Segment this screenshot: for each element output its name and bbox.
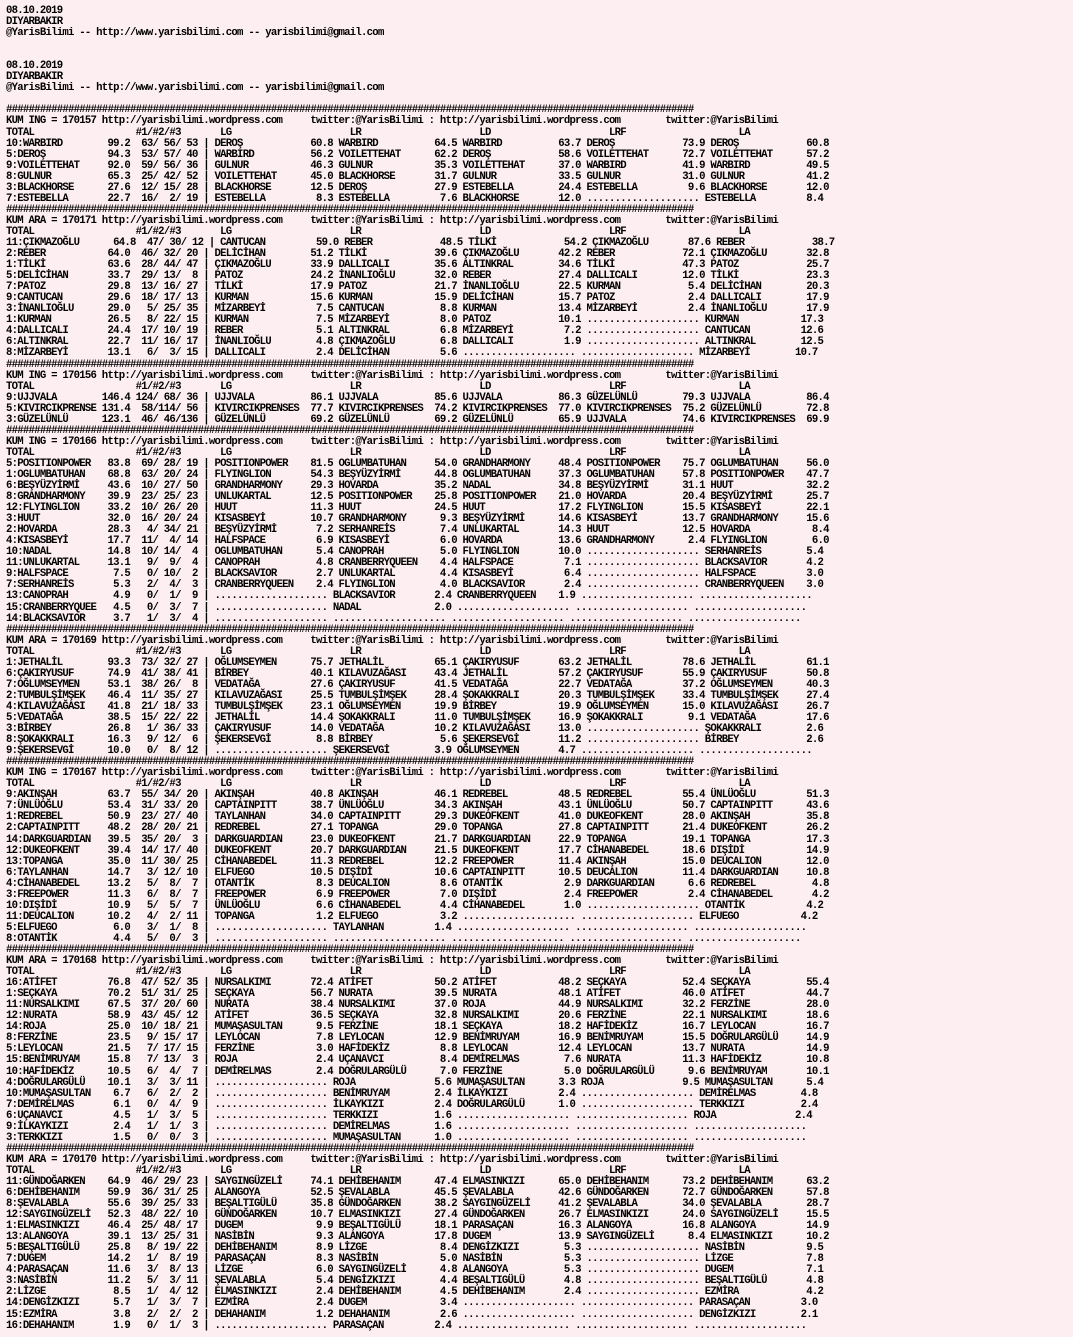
runner-row-line: 6:BEŞYÜZYİRMİ 43.6 10/ 27/ 50 | GRANDHARMONY 29.3 HOVARDA 35.2 NADAL 34.8 BEŞYÜZYİRMİ 31.1 HUUT 32.2 [6, 480, 829, 493]
runner-row-line: 6:TAYLANHAN 14.7 3/ 12/ 10 | ELFUEGO 10.5 DIŞİDİ 10.6 CAPTAINPITT 10.5 DEUCALION 11.4 DARKGUARDIAN 10.8 [6, 866, 829, 879]
runner-row-line: 5:KIVIRCIKPRENSE 131.4 58/114/ 56 | KIVIRCIKPRENSES 77.7 KIVIRCIKPRENSES 74.2 KIVIRCIKPRENSES 77.0 KIVIRCIKPRENSES 75.2 GÜZELÜNLÜ 72.8 [6, 402, 829, 415]
text-line: 08.10.2019 [6, 5, 63, 17]
runner-row-line: 10:HAFİDEKİZ 10.5 6/ 4/ 7 | DEMİRELMAS 2.4 DOĞRULARGÜLÜ 7.0 FERZİNE 5.0 DOĞRULARGÜLÜ 9.6 BENİMRUYAM 10.1 [6, 1065, 829, 1078]
runner-row-line: 12:FLYINGLION 33.2 10/ 26/ 20 | HUUT 11.3 HUUT 24.5 HUUT 17.2 FLYINGLION 15.5 KISASBEYİ 22.1 [6, 502, 829, 515]
runner-row-line: 16:DEHAHANIM 1.9 0/ 1/ 3 | .................... PARASAÇAN 2.4 .................... .................... .................... [6, 1319, 807, 1332]
runner-row-line: 5:VEDATAĞA 38.5 15/ 22/ 22 | JETHALİL 14.4 ŞOKAKKRALI 11.0 TUMBULŞİMŞEK 16.9 ŞOKAKKRALI 9.1 VEDATAĞA 17.6 [6, 712, 829, 724]
runner-row-line: 3:GÜZELÜNLÜ 123.1 46/ 46/136 | GÜZELÜNLÜ 69.2 GÜZELÜNLÜ 69.2 GÜZELÜNLÜ 65.9 UJJVALA 74.6 KIVIRCIKPRENSES 69.9 [6, 413, 829, 426]
runner-row-line: 8:GULNUR 65.3 25/ 42/ 52 | VOILETTEHAT 45.0 BLACKHORSE 31.7 GULNUR 33.5 GULNUR 31.0 GULNUR 41.2 [6, 170, 829, 183]
runner-row-line: 8:ŞOKAKKRALI 16.3 9/ 12/ 6 | ŞEKERSEVGİ 8.8 BİRBEY 5.6 ŞEKERSEVGİ 11.2 .................... BİRBEY 2.6 [6, 734, 824, 747]
runner-row-line: 3:BİRBEY 26.8 1/ 36/ 33 | ÇAKIRYUSUF 14.0 VEDATAĞA 10.2 KILAVUZAĞASI 13.0 .................... ŞOKAKKRALI 2.6 [6, 723, 824, 736]
runner-row-line: 2:REBER 64.0 46/ 32/ 20 | DELİCİHAN 51.2 TİLKİ 39.6 ÇIKMAZOĞLU 42.2 REBER 72.1 ÇIKMAZOĞLU 32.8 [6, 248, 829, 261]
runner-row-line: 5:DELİCİHAN 33.7 29/ 13/ 8 | PATOZ 24.2 İNANLIOĞLU 32.0 REBER 27.4 DALLICALI 12.0 TİLKİ 23.3 [6, 270, 829, 283]
race-header-line: KUM ARA = 170169 http://yarisbilimi.wordpress.com twitter:@YarisBilimi : http://yarisbilimi.wordpress.com twitter:@YarisBilimi [6, 634, 779, 647]
runner-row-line: 3:FREEPOWER 11.3 6/ 8/ 7 | FREEPOWER 6.9 FREEPOWER 7.0 DIŞİDİ 2.4 FREEPOWER 2.4 CİHANABEDEL 4.2 [6, 888, 829, 901]
runner-row-line: 6:ÇAKIRYUSUF 74.9 41/ 38/ 41 | BİRBEY 40.1 KILAVUZAĞASI 43.4 JETHALİL 57.2 ÇAKIRYUSUF 55.9 ÇAKIRYUSUF 50.8 [6, 667, 829, 680]
runner-row-line: 9:VOILETTEHAT 92.0 59/ 56/ 36 | GULNUR 46.3 GULNUR 35.3 VOILETTEHAT 37.0 WARBIRD 41.9 WARBIRD 49.5 [6, 159, 829, 172]
runner-row-line: 4:DOĞRULARGÜLÜ 10.1 3/ 3/ 11 | .................... ROJA 5.6 MUMAŞASULTAN 3.3 ROJA 9.5 MUMAŞASULTAN 5.4 [6, 1076, 824, 1089]
runner-row-line: 14:BLACKSAVIOR 3.7 1/ 3/ 4 | .................... .................... .................... .................... .................... [6, 612, 801, 625]
runner-row-line: 13:TOPANGA 35.0 11/ 30/ 25 | CİHANABEDEL 11.3 REDREBEL 12.2 FREEPOWER 11.4 AKINŞAH 15.0 DEUCALION 12.0 [6, 855, 829, 868]
runner-row-line: 8:OTANTİK 4.4 5/ 0/ 3 | .................... .................... .................... .................... .................... [6, 932, 801, 945]
runner-row-line: 8:ŞEVALABLA 55.6 39/ 25/ 33 | BEŞALTIGÜLÜ 35.8 GÜNDOĞARKEN 38.2 SAYGINGÜZELİ 41.2 ŞEVALABLA 34.0 ŞEVALABLA 28.7 [6, 1198, 829, 1211]
runner-row-line: 11:DEUCALION 10.2 4/ 2/ 11 | TOPANGA 1.2 ELFUEGO 3.2 .................... .................... ELFUEGO 4.2 [6, 910, 818, 923]
column-header-line: TOTAL #1/#2/#3 LG LR LD LRF LA [6, 225, 750, 238]
race-header-line: KUM ARA = 170170 http://yarisbilimi.wordpress.com twitter:@YarisBilimi : http://yarisbilimi.wordpress.com twitter:@YarisBilimi [6, 1153, 779, 1166]
separator-line: ########################################################################################################################## [6, 756, 694, 769]
runner-row-line: 1:JETHALİL 93.3 73/ 32/ 27 | OĞLUMSEYMEN 75.7 JETHALİL 65.1 ÇAKIRYUSUF 63.2 JETHALİL 78.6 JETHALİL 61.1 [6, 656, 829, 669]
runner-row-line: 14:DENGİZKIZI 5.7 1/ 3/ 7 | EZMİRA 2.4 DUGEM 3.4 .................... .................... PARASAÇAN 3.0 [6, 1297, 818, 1310]
runner-row-line: 11:ÇIKMAZOĞLU 64.8 47/ 30/ 12 | CANTUCAN 59.0 REBER 48.5 TİLKİ 54.2 ÇIKMAZOĞLU 87.6 REBER 38.7 [6, 236, 835, 249]
column-header-line: TOTAL #1/#2/#3 LG LR LD LRF LA [6, 645, 750, 658]
runner-row-line: 12:NURATA 58.9 43/ 45/ 12 | ATİFET 36.5 SEÇKAYA 32.8 NURSALKIMI 20.6 FERZİNE 22.1 NURSALKIMI 18.6 [6, 1010, 829, 1023]
runner-row-line: 11:UNLUKARTAL 13.1 9/ 9/ 4 | CANOPRAH 4.8 CRANBERRYQUEEN 4.4 HALFSPACE 7.1 .................... BLACKSAVIOR 4.2 [6, 557, 824, 570]
runner-row-line: 5:POSITIONPOWER 83.8 69/ 28/ 19 | POSITIONPOWER 81.5 OGLUMBATUHAN 54.0 GRANDHARMONY 48.4 POSITIONPOWER 75.7 OGLUMBATUHAN 56.0 [6, 457, 829, 470]
runner-row-line: 10:NADAL 14.8 10/ 14/ 4 | OGLUMBATUHAN 5.4 CANOPRAH 5.0 FLYINGLION 10.0 .................... SERHANREİS 5.4 [6, 546, 824, 559]
runner-row-line: 16:ATİFET 76.8 47/ 52/ 35 | NURSALKIMI 72.4 ATİFET 50.2 ATİFET 48.2 SEÇKAYA 52.4 SEÇKAYA 55.4 [6, 977, 829, 990]
separator-line: ########################################################################################################################## [6, 203, 694, 216]
runner-row-line: 4:DALLICALI 24.4 17/ 10/ 19 | REBER 5.1 ALTINKRAL 6.8 MİZARBEYİ 7.2 .................... CANTUCAN 12.6 [6, 325, 824, 338]
runner-row-line: 2:TUMBULŞİMŞEK 46.4 11/ 35/ 27 | KILAVUZAĞASI 25.5 TUMBULŞİMŞEK 28.4 ŞOKAKKRALI 20.3 TUMBULŞİMŞEK 33.4 TUMBULŞİMŞEK 27.4 [6, 689, 829, 702]
race-header-line: KUM ING = 170157 http://yarisbilimi.wordpress.com twitter:@YarisBilimi : http://yarisbilimi.wordpress.com twitter:@YarisBilimi [6, 115, 779, 128]
runner-row-line: 1:OGLUMBATUHAN 68.8 63/ 20/ 24 | FLYINGLION 54.3 BEŞYÜZYİRMİ 44.8 OGLUMBATUHAN 37.3 OGLUMBATUHAN 57.8 POSITIONPOWER 47.7 [6, 468, 829, 481]
runner-row-line: 9:HALFSPACE 7.5 0/ 10/ 2 | BLACKSAVIOR 2.7 UNLUKARTAL 4.4 KISASBEYİ 6.4 .................... HALFSPACE 3.0 [6, 568, 824, 581]
runner-row-line: 3:NASİBİN 11.2 5/ 3/ 11 | ŞEVALABLA 5.4 DENGİZKIZI 4.4 BEŞALTIGÜLÜ 4.8 .................... BEŞALTIGÜLÜ 4.8 [6, 1275, 824, 1288]
runner-row-line: 7:SERHANREİS 5.3 2/ 4/ 3 | CRANBERRYQUEEN 2.4 FLYINGLION 4.0 BLACKSAVIOR 2.4 .................... CRANBERRYQUEEN 3.0 [6, 579, 824, 592]
runner-row-line: 15:BENİMRUYAM 15.8 7/ 13/ 3 | ROJA 2.4 UÇANAVCI 8.4 DEMİRELMAS 7.6 NURATA 11.3 HAFİDEKİZ 10.8 [6, 1054, 829, 1067]
text-line: DIYARBAKIR [6, 16, 63, 29]
runner-row-line: 6:UÇANAVCI 4.5 1/ 3/ 5 | .................... TERKKIZI 1.6 .................... .................... ROJA 2.4 [6, 1109, 812, 1122]
runner-row-line: 13:ALANGOYA 39.1 13/ 25/ 31 | NASİBİN 9.3 ALANGOYA 17.8 DUGEM 13.9 SAYGINGÜZELİ 8.4 ELMASINKIZI 10.2 [6, 1231, 829, 1244]
runner-row-line: 1:TİLKİ 63.6 28/ 44/ 47 | ÇIKMAZOĞLU 33.9 DALLICALI 35.6 ALTINKRAL 34.6 TİLKİ 47.3 PATOZ 25.7 [6, 259, 829, 272]
runner-row-line: 4:PARASAÇAN 11.6 3/ 8/ 13 | LİZGE 6.0 SAYGINGÜZELİ 4.8 ALANGOYA 5.3 .................... DUGEM 7.1 [6, 1264, 824, 1277]
runner-row-line: 7:DEMİRELMAS 6.1 0/ 4/ 9 | .................... İLKAYKIZI 2.4 DOĞRULARGÜLÜ 1.0 .................... TERKKIZI 2.4 [6, 1098, 818, 1111]
runner-row-line: 15:CRANBERRYQUEE 4.5 0/ 3/ 7 | .................... NADAL 2.0 .................... .................... .................... [6, 601, 807, 614]
runner-row-line: 5:DEROŞ 94.3 53/ 57/ 40 | WARBIRD 56.2 VOILETTEHAT 62.2 DEROŞ 58.6 VOILETTEHAT 72.7 VOILETTEHAT 57.2 [6, 148, 829, 161]
runner-row-line: 5:LEYLOCAN 21.5 7/ 17/ 15 | FERZİNE 3.0 HAFİDEKİZ 8.8 LEYLOCAN 12.4 LEYLOCAN 13.7 NURATA 14.9 [6, 1043, 829, 1056]
text-line: @YarisBilimi -- http://www.yarisbilimi.com -- yarisbilimi@gmail.com [6, 82, 384, 95]
runner-row-line: 3:HUUT 32.0 16/ 20/ 24 | KISASBEYİ 10.7 GRANDHARMONY 9.3 BEŞYÜZYİRMİ 14.6 KISASBEYİ 13.7 GRANDHARMONY 15.6 [6, 513, 829, 526]
column-header-line: TOTAL #1/#2/#3 LG LR LD LRF LA [6, 1164, 750, 1177]
separator-line: ########################################################################################################################## [6, 1142, 694, 1155]
runner-row-line: 10:WARBIRD 99.2 63/ 56/ 53 | DEROŞ 60.8 WARBIRD 64.5 WARBIRD 63.7 DEROŞ 73.9 DEROŞ 60.8 [6, 137, 829, 150]
runner-row-line: 15:EZMİRA 3.8 2/ 2/ 2 | DEHAHANIM 1.2 DEHAHANIM 2.6 .................... .................... DENGİZKIZI 2.1 [6, 1308, 818, 1321]
runner-row-line: 13:CANOPRAH 4.9 0/ 1/ 9 | .................... BLACKSAVIOR 2.4 CRANBERRYQUEEN 1.9 .................... .................... [6, 590, 812, 603]
runner-row-line: 12:SAYGINGÜZELİ 52.3 48/ 22/ 10 | GÜNDOĞARKEN 10.7 ELMASINKIZI 27.4 GÜNDOĞARKEN 26.7 ELMASINKIZI 24.0 SAYGINGÜZELİ 15.5 [6, 1209, 829, 1222]
runner-row-line: 12:DUKEOFKENT 39.4 14/ 17/ 40 | DUKEOFKENT 20.7 DARKGUARDIAN 21.5 DUKEOFKENT 17.7 CİHANABEDEL 18.6 DIŞİDİ 14.9 [6, 844, 829, 857]
runner-row-line: 11:NURSALKIMI 67.5 37/ 20/ 60 | NURATA 38.4 NURSALKIMI 37.0 ROJA 44.9 NURSALKIMI 32.2 FERZİNE 28.0 [6, 999, 829, 1012]
runner-row-line: 9:CANTUCAN 29.6 18/ 17/ 13 | KURMAN 15.6 KURMAN 15.9 DELİCİHAN 15.7 PATOZ 2.4 DALLICALI 17.9 [6, 292, 829, 305]
runner-row-line: 7:OĞLUMSEYMEN 53.1 38/ 26/ 8 | VEDATAĞA 27.6 ÇAKIRYUSUF 41.5 VEDATAĞA 22.7 VEDATAĞA 37.2 OĞLUMSEYMEN 40.3 [6, 678, 829, 691]
runner-row-line: 8:FERZİNE 23.5 9/ 15/ 17 | LEYLOCAN 7.8 LEYLOCAN 12.9 BENİMRUYAM 16.9 BENİMRUYAM 15.5 DOĞRULARGÜLÜ 14.9 [6, 1032, 829, 1045]
runner-row-line: 6:DEHİBEHANIM 59.9 36/ 31/ 25 | ALANGOYA 52.5 ŞEVALABLA 45.5 ŞEVALABLA 42.6 GÜNDOĞARKEN 72.7 GÜNDOĞARKEN 57.8 [6, 1187, 829, 1200]
runner-row-line: 3:BLACKHORSE 27.6 12/ 15/ 28 | BLACKHORSE 12.5 DEROŞ 27.9 ESTEBELLA 24.4 ESTEBELLA 9.6 BLACKHORSE 12.0 [6, 181, 829, 194]
separator-line: ########################################################################################################################## [6, 358, 694, 371]
race-header-line: KUM ING = 170167 http://yarisbilimi.wordpress.com twitter:@YarisBilimi : http://yarisbilimi.wordpress.com twitter:@YarisBilimi [6, 767, 779, 780]
column-header-line: TOTAL #1/#2/#3 LG LR LD LRF LA [6, 778, 750, 791]
race-header-line: KUM ING = 170156 http://yarisbilimi.wordpress.com twitter:@YarisBilimi : http://yarisbilimi.wordpress.com twitter:@YarisBilimi [6, 369, 779, 382]
runner-row-line: 1:SEÇKAYA 70.2 51/ 31/ 25 | SEÇKAYA 56.7 NURATA 39.5 NURATA 48.1 ATİFET 46.0 ATİFET 44.7 [6, 988, 829, 1001]
separator-line: ########################################################################################################################## [6, 424, 694, 437]
runner-row-line: 3:İNANLIOĞLU 29.0 5/ 25/ 35 | MİZARBEYİ 7.5 CANTUCAN 8.8 KURMAN 13.4 MİZARBEYİ 2.4 İNANLIOĞLU 17.9 [6, 303, 829, 316]
separator-line: ########################################################################################################################## [6, 623, 694, 636]
runner-row-line: 9:ŞEKERSEVGİ 10.0 0/ 8/ 12 | .................... ŞEKERSEVGİ 3.9 OĞLUMSEYMEN 4.7 .................... .................... [6, 745, 812, 758]
runner-row-line: 7:PATOZ 29.8 13/ 16/ 27 | TİLKİ 17.9 PATOZ 21.7 İNANLIOĞLU 22.5 KURMAN 5.4 DELİCİHAN 20.3 [6, 281, 829, 294]
text-line: @YarisBilimi -- http://www.yarisbilimi.com -- yarisbilimi@gmail.com [6, 27, 384, 40]
column-header-line: TOTAL #1/#2/#3 LG LR LD LRF LA [6, 126, 750, 139]
runner-row-line: 2:LİZGE 8.5 1/ 4/ 12 | ELMASINKIZI 2.4 DEHİBEHANIM 4.5 DEHİBEHANIM 2.4 .................... EZMİRA 4.2 [6, 1286, 824, 1299]
column-header-line: TOTAL #1/#2/#3 LG LR LD LRF LA [6, 966, 750, 979]
runner-row-line: 11:GÜNDOĞARKEN 64.9 46/ 29/ 23 | SAYGINGÜZELİ 74.1 DEHİBEHANIM 47.4 ELMASINKIZI 65.0 DEHİBEHANIM 73.2 DEHİBEHANIM 63.2 [6, 1175, 829, 1188]
runner-row-line: 10:MUMAŞASULTAN 6.7 6/ 2/ 2 | .................... BENİMRUYAM 2.4 İLKAYKIZI 2.4 .................... DEMİRELMAS 4.8 [6, 1087, 818, 1100]
runner-row-line: 2:HOVARDA 28.3 4/ 34/ 21 | BEŞYÜZYİRMİ 7.2 SERHANREİS 7.4 UNLUKARTAL 14.3 HUUT 12.5 HOVARDA 8.4 [6, 524, 829, 537]
runner-row-line: 3:TERKKIZI 1.5 0/ 0/ 3 | .................... MUMAŞASULTAN 1.0 .................... .................... .................... [6, 1131, 807, 1144]
race-header-line: KUM ARA = 170168 http://yarisbilimi.wordpress.com twitter:@YarisBilimi : http://yarisbilimi.wordpress.com twitter:@YarisBilimi [6, 955, 779, 968]
runner-row-line: 8:MİZARBEYİ 13.1 6/ 3/ 15 | DALLICALI 2.4 DELİCİHAN 5.6 .................... .................... MİZARBEYİ 10.7 [6, 347, 818, 360]
runner-row-line: 7:DUGEM 14.2 1/ 8/ 19 | PARASAÇAN 8.3 NASİBİN 5.0 NASİBİN 5.3 .................... LİZGE 7.8 [6, 1253, 824, 1266]
race-header-line: KUM ING = 170166 http://yarisbilimi.wordpress.com twitter:@YarisBilimi : http://yarisbilimi.wordpress.com twitter:@YarisBilimi [6, 435, 779, 448]
column-header-line: TOTAL #1/#2/#3 LG LR LD LRF LA [6, 446, 750, 459]
runner-row-line: 1:ELMASINKIZI 46.4 25/ 48/ 17 | DUGEM 9.9 BEŞALTIGÜLÜ 18.1 PARASAÇAN 16.3 ALANGOYA 16.8 ALANGOYA 14.9 [6, 1220, 829, 1233]
runner-row-line: 2:CAPTAINPITT 48.2 28/ 20/ 21 | REDREBEL 27.1 TOPANGA 29.0 TOPANGA 27.8 CAPTAINPITT 21.4 DUKEOFKENT 26.2 [6, 822, 829, 835]
runner-row-line: 10:DIŞİDİ 10.9 5/ 5/ 7 | ÜNLÜOĞLU 6.6 CİHANABEDEL 4.4 CİHANABEDEL 1.0 .................... OTANTİK 4.2 [6, 899, 824, 912]
runner-row-line: 6:ALTINKRAL 22.7 11/ 16/ 17 | İNANLIOĞLU 4.8 ÇIKMAZOĞLU 6.8 DALLICALI 1.9 .................... ALTINKRAL 12.5 [6, 336, 824, 349]
runner-row-line: 9:UJJVALA 146.4 124/ 68/ 36 | UJJVALA 86.1 UJJVALA 85.6 UJJVALA 86.3 GÜZELÜNLÜ 79.3 UJJVALA 86.4 [6, 391, 829, 404]
runner-row-line: 9:İLKAYKIZI 2.4 1/ 1/ 3 | .................... DEMİRELMAS 1.6 .................... .................... .................... [6, 1120, 807, 1133]
runner-row-line: 1:REDREBEL 50.9 23/ 27/ 40 | TAYLANHAN 34.0 CAPTAINPITT 29.3 DUKEOFKENT 41.0 DUKEOFKENT 28.0 AKINŞAH 35.8 [6, 811, 829, 824]
separator-line: ########################################################################################################################## [6, 943, 694, 956]
runner-row-line: 1:KURMAN 26.5 8/ 22/ 15 | KURMAN 7.5 MİZARBEYİ 8.0 PATOZ 10.1 .................... KURMAN 17.3 [6, 314, 824, 327]
runner-row-line: 14:DARKGUARDIAN 39.5 35/ 20/ 3 | DARKGUARDIAN 23.0 DUKEOFKENT 21.7 DARKGUARDIAN 22.9 TOPANGA 19.1 TOPANGA 17.3 [6, 833, 829, 846]
separator-line: ########################################################################################################################## [6, 104, 694, 117]
runner-row-line: 4:KILAVUZAĞASI 41.8 21/ 18/ 33 | TUMBULŞİMŞEK 23.1 OĞLUMSEYMEN 19.9 BİRBEY 19.9 OĞLUMSEYMEN 15.0 KILAVUZAĞASI 26.7 [6, 700, 829, 713]
runner-row-line: 4:KISASBEYİ 17.7 11/ 4/ 14 | HALFSPACE 6.9 KISASBEYİ 6.0 HOVARDA 13.6 GRANDHARMONY 2.4 FLYINGLION 6.0 [6, 535, 829, 548]
text-line: DIYARBAKIR [6, 71, 63, 84]
runner-row-line: 14:ROJA 25.0 10/ 18/ 21 | MUMAŞASULTAN 9.5 FERZİNE 18.1 SEÇKAYA 18.2 HAFİDEKİZ 16.7 LEYLOCAN 16.7 [6, 1021, 829, 1034]
text-line: 08.10.2019 [6, 60, 63, 73]
column-header-line: TOTAL #1/#2/#3 LG LR LD LRF LA [6, 380, 750, 393]
runner-row-line: 5:BEŞALTIGÜLÜ 25.8 8/ 19/ 22 | DEHİBEHANIM 8.9 LİZGE 8.4 DENGİZKIZI 5.3 .................... NASİBİN 9.5 [6, 1242, 824, 1255]
runner-row-line: 7:ÜNLÜOĞLU 53.4 31/ 33/ 20 | CAPTAINPITT 38.7 ÜNLÜOĞLU 34.3 AKINŞAH 43.1 ÜNLÜOĞLU 50.7 CAPTAINPITT 43.6 [6, 800, 829, 813]
runner-row-line: 8:GRANDHARMONY 39.9 23/ 25/ 23 | UNLUKARTAL 12.5 POSITIONPOWER 25.8 POSITIONPOWER 21.0 HOVARDA 20.4 BEŞYÜZYİRMİ 25.7 [6, 491, 829, 504]
runner-row-line: 9:AKINŞAH 63.7 55/ 34/ 20 | AKINŞAH 40.8 AKINŞAH 46.1 REDREBEL 48.5 REDREBEL 55.4 ÜNLÜOĞLU 51.3 [6, 789, 829, 802]
runner-row-line: 5:ELFUEGO 6.0 3/ 1/ 8 | .................... TAYLANHAN 1.4 .................... .................... .................... [6, 921, 807, 934]
race-header-line: KUM ARA = 170171 http://yarisbilimi.wordpress.com twitter:@YarisBilimi : http://yarisbilimi.wordpress.com twitter:@YarisBilimi [6, 214, 779, 227]
runner-row-line: 7:ESTEBELLA 22.7 16/ 2/ 19 | ESTEBELLA 8.3 ESTEBELLA 7.6 BLACKHORSE 12.0 .................... ESTEBELLA 8.4 [6, 192, 824, 205]
runner-row-line: 4:CİHANABEDEL 13.2 5/ 8/ 7 | OTANTİK 8.3 DEUCALION 8.6 OTANTİK 2.9 DARKGUARDIAN 6.6 REDREBEL 4.8 [6, 877, 829, 890]
